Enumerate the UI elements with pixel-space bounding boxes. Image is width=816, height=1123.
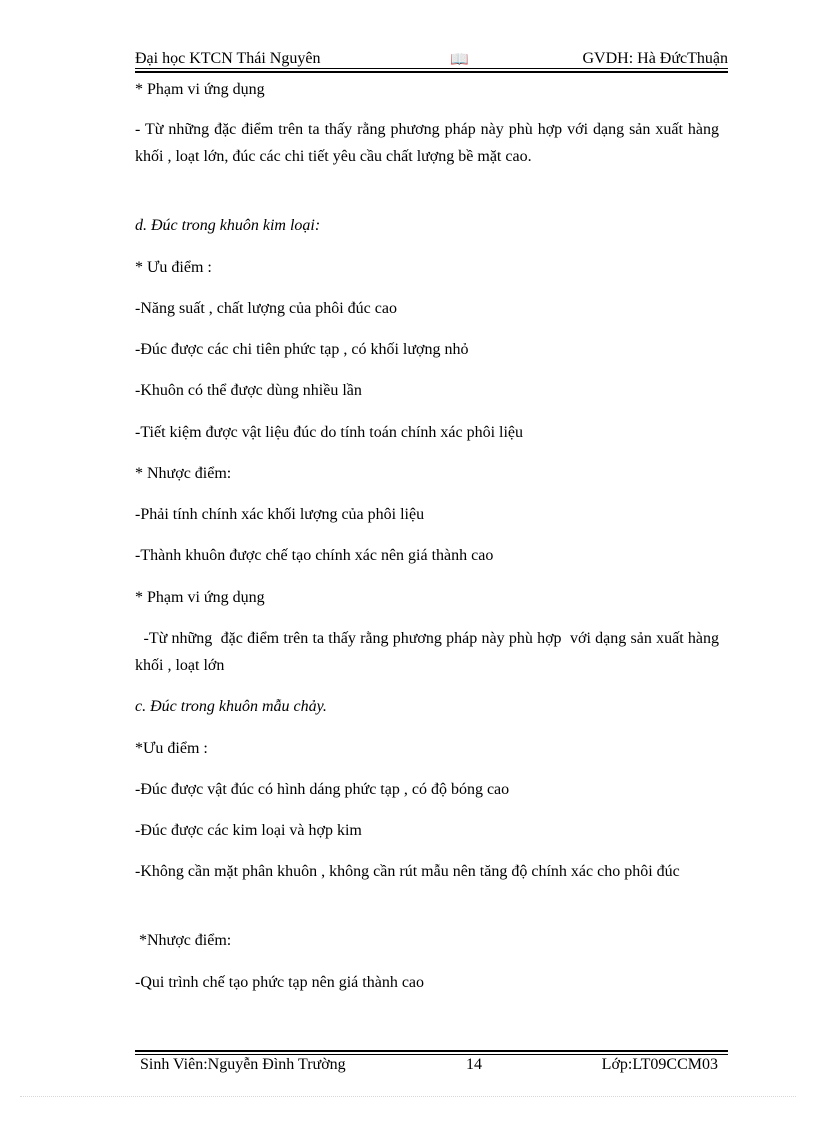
paragraph: * Ưu điểm : [135, 259, 212, 276]
paragraph: -Đúc được vật đúc có hình dáng phức tạp , có độ bóng cao [135, 781, 510, 798]
footer-rule-thin [135, 1054, 728, 1055]
footer-rule-thick [135, 1050, 728, 1052]
section-heading: d. Đúc trong khuôn kim loại: [135, 217, 321, 234]
header-rule-thick [135, 71, 728, 73]
paragraph: -Đúc được các chi tiên phức tạp , có khối lượng nhỏ [135, 341, 469, 358]
footer-class: Lớp:LT09CCM03 [601, 1056, 718, 1073]
page-header [135, 50, 728, 70]
page-footer [140, 1056, 718, 1078]
paragraph: -Phải tính chính xác khối lượng của phôi liệu [135, 506, 425, 523]
paragraph: -Đúc được các kim loại và hợp kim [135, 822, 362, 839]
paragraph: -Khuôn có thể được dùng nhiều lần [135, 382, 362, 399]
header-instructor: GVDH: Hà ĐứcThuận [582, 50, 728, 67]
page-number: 14 [466, 1056, 482, 1073]
paragraph: -Năng suất , chất lượng của phôi đúc cao [135, 300, 397, 317]
footer-student: Sinh Viên:Nguyễn Đình Trường [140, 1056, 346, 1073]
section-heading: c. Đúc trong khuôn mẫu chảy. [135, 698, 327, 715]
paragraph: * Phạm vi ứng dụng [135, 589, 265, 606]
paragraph: *Ưu điểm : [135, 740, 208, 757]
paragraph: *Nhược điểm: [135, 932, 232, 949]
paragraph: * Nhược điểm: [135, 465, 232, 482]
paragraph: -Thành khuôn được chế tạo chính xác nên giá thành cao [135, 547, 494, 564]
book-icon: 📖 [450, 52, 469, 68]
paragraph: -Qui trình chế tạo phức tạp nên giá thành cao [135, 974, 425, 991]
paragraph: -Tiết kiệm được vật liệu đúc do tính toán chính xác phôi liệu [135, 424, 524, 441]
paragraph: - Từ những đặc điểm trên ta thấy rằng phương pháp này phù hợp với dạng sản xuất hàng khối , loạt lớn, đúc các chi tiết yêu cầu chất lượng bề mặt cao. [135, 121, 719, 165]
page-edge-divider [20, 1096, 796, 1097]
paragraph: -Từ những đặc điểm trên ta thấy rằng phương pháp này phù hợp với dạng sản xuất hàng khối , loạt lớn [135, 630, 723, 674]
header-university: Đại học KTCN Thái Nguyên [135, 50, 321, 67]
paragraph: -Không cần mặt phân khuôn , không cần rút mẫu nên tăng độ chính xác cho phôi đúc [135, 863, 680, 880]
paragraph: * Phạm vi ứng dụng [135, 81, 265, 98]
header-rule-thin [135, 68, 728, 69]
